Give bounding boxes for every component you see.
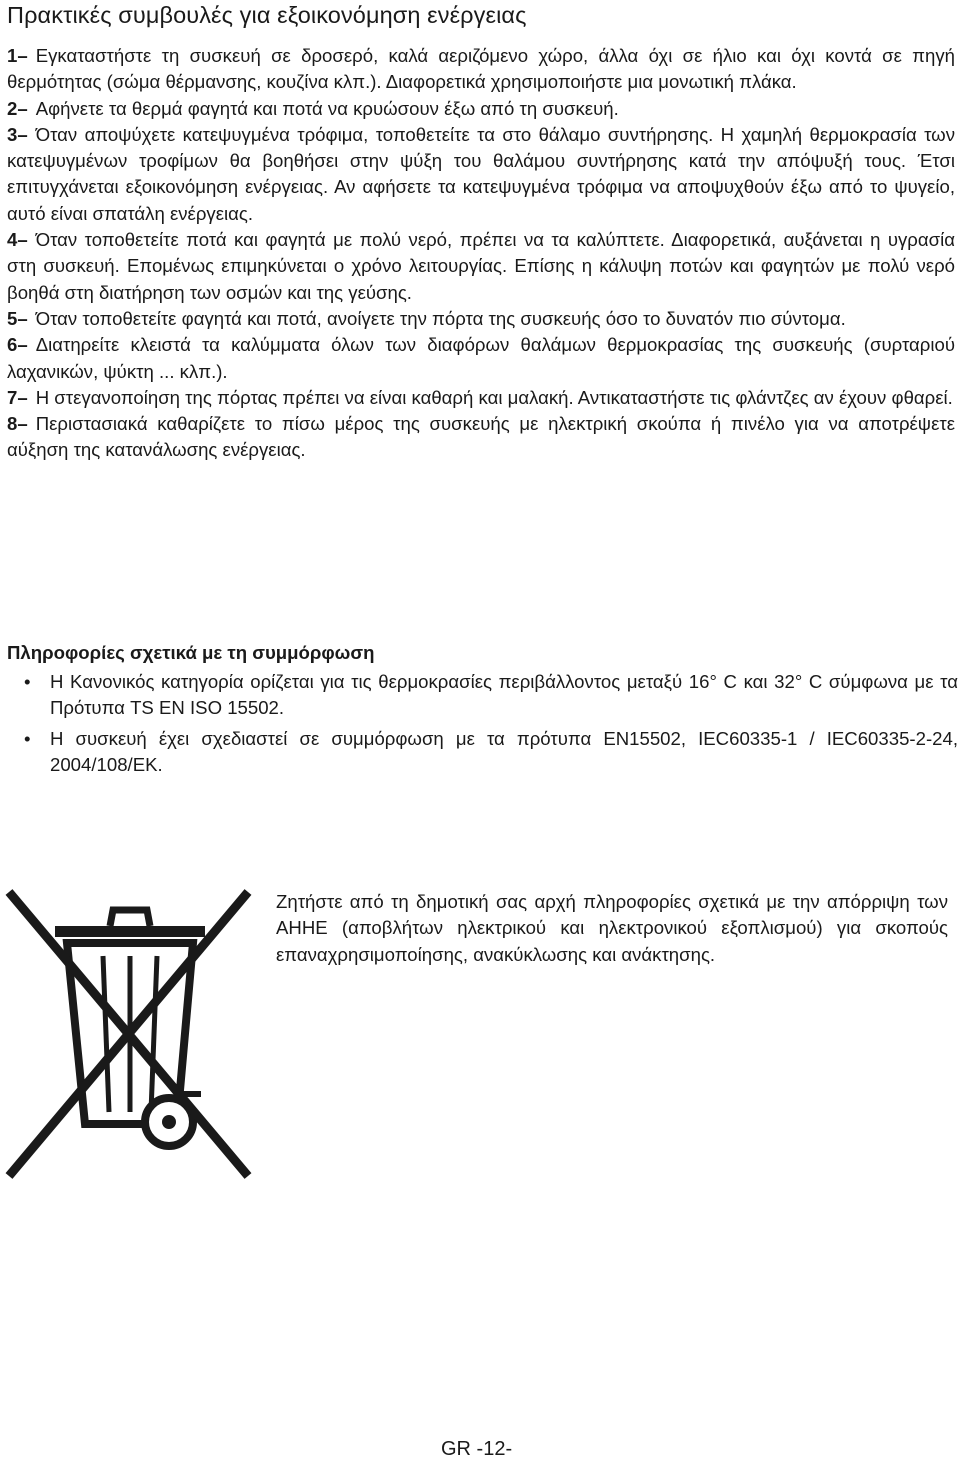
compliance-item-text: Η Κανονικός κατηγορία ορίζεται για τις θερμοκρασίες περιβάλλοντος μεταξύ 16° C και 32° C σύμφωνα με τα Πρότυπα TS EN ISO 15502. (50, 671, 958, 719)
crossed-out-wheelie-bin-icon (5, 886, 252, 1182)
tip-text: Όταν τοποθετείτε ποτά και φαγητά με πολύ νερό, πρέπει να τα καλύπτετε. Διαφορετικά, αυξάνεται η υγρασία στη συσκευή. Επομένως επιμηκύνεται ο χρόνο λειτουργίας. Επίσης η κάλυψη ποτών και φαγητών με πολύ νερό βοηθά στη διατήρηση των οσμών και της γεύσης. (7, 229, 955, 303)
tip-item (7, 411, 955, 464)
tip-number: 3– (7, 123, 28, 145)
tip-text: Περιστασιακά καθαρίζετε το πίσω μέρος της συσκευής με ηλεκτρική σκούπα ή πινέλο για να αποτρέψετε αύξηση της κατανάλωσης ενέργειας. (7, 413, 955, 461)
page-number: GR -12- (441, 1438, 513, 1460)
bin-lid-icon (55, 926, 205, 937)
tip-item (7, 227, 955, 306)
tip-text: Αφήνετε τα θερμά φαγητά και ποτά να κρυώσουν έξω από τη συσκευή. (35, 97, 619, 119)
compliance-item-text: Η συσκευή έχει σχεδιαστεί σε συμμόρφωση με τα πρότυπα EN15502, IEC60335-1 / IEC60335-2-24, 2004/108/EK. (50, 727, 958, 775)
page-title: Πρακτικές συμβουλές για εξοικονόμηση ενέργειας (7, 2, 527, 28)
tip-text: Όταν αποψύχετε κατεψυγμένα τρόφιμα, τοποθετείτε τα στο θάλαμο συντήρησης. Η χαμηλή θερμοκρασία των κατεψυγμένων τροφίμων θα βοηθήσει στην ψύξη του θαλάμου συντήρησης κατά την απόψυξή τους. Έτσι επιτυγχάνεται εξοικονόμηση ενέργειας. Αν αφήσετε τα κατεψυγμένα τρόφιμα να αποψυχθούν έξω από το ψυγείο, αυτό είναι σπατάλη ενέργειας. (7, 123, 955, 224)
tip-item (7, 96, 955, 122)
tip-text: Η στεγανοποίηση της πόρτας πρέπει να είναι καθαρή και μαλακή. Αντικαταστήστε τις φλάντζες αν έχουν φθαρεί. (35, 386, 953, 408)
energy-tips-list (7, 43, 955, 464)
tip-number: 7– (7, 386, 28, 408)
weee-disposal-text: Ζητήστε από τη δημοτική σας αρχή πληροφορίες σχετικά με την απόρριψη των ΑΗΗΕ (αποβλήτων ηλεκτρικού και ηλεκτρονικού εξοπλισμού) για σκοπούς επαναχρησιμοποίησης, ανακύκλωσης και ανάκτησης. (276, 891, 948, 965)
compliance-list (22, 669, 958, 782)
tip-text: Διατηρείτε κλειστά τα καλύμματα όλων των διαφόρων θαλάμων θερμοκρασίας της συσκευής (συρταριού λαχανικών, ψύκτη ... κλπ.). (7, 334, 955, 382)
tip-number: 1– (7, 45, 28, 66)
tip-number: 4– (7, 229, 28, 251)
bin-handle-icon (110, 910, 150, 926)
tip-number: 8– (7, 413, 28, 435)
tip-item (7, 43, 955, 96)
tip-item (7, 306, 955, 332)
bullet-icon: • (24, 727, 31, 749)
bullet-icon: • (24, 671, 31, 692)
tip-text: Εγκαταστήστε τη συσκευή σε δροσερό, καλά αεριζόμενο χώρο, άλλα όχι σε ήλιο και όχι κοντά σε πηγή θερμότητας (σώμα θέρμανσης, κουζίνα κλπ.). Διαφορετικά χρησιμοποιήστε μια μονωτική πλάκα. (7, 45, 955, 93)
tip-number: 2– (7, 97, 28, 119)
tip-item (7, 332, 955, 385)
compliance-heading: Πληροφορίες σχετικά με τη συμμόρφωση (7, 642, 375, 663)
tip-item (7, 385, 955, 411)
tip-text: Όταν τοποθετείτε φαγητά και ποτά, ανοίγετε την πόρτα της συσκευής όσο το δυνατόν πιο σύντομα. (35, 307, 846, 329)
tip-number: 6– (7, 334, 28, 356)
compliance-item (22, 726, 958, 779)
tip-number: 5– (7, 307, 28, 329)
tip-item (7, 122, 955, 227)
compliance-item (22, 669, 958, 722)
